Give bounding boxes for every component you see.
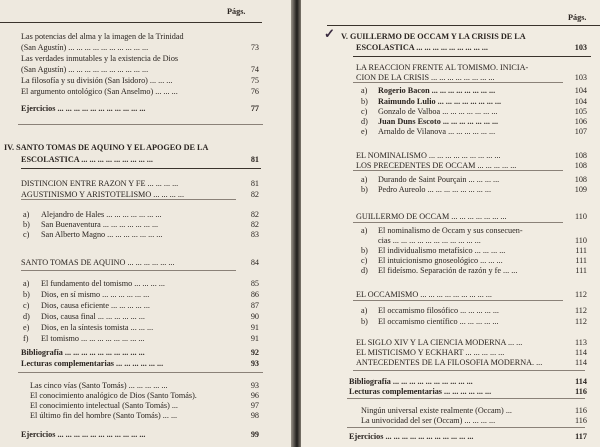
section-divider [347, 427, 585, 428]
toc-entry-readings: Lecturas complementarias ... ... ... ... ... ... 116 [349, 387, 587, 396]
toc-subentry: a) Alejandro de Hales ... ... ... ... ... ... ... 82 [23, 210, 259, 219]
toc-entry: Las verdades inmutables y la existencia de Dios [21, 54, 179, 63]
section-heading: LA REACCION FRENTE AL TOMISMO. INICIA- [356, 63, 529, 72]
toc-entry: (San Agustín) ... ... ... ... ... ... ... ... ... ... 73 [21, 43, 259, 52]
toc-entry: La univocidad del ser (Occam) ... ... ... ... 116 [361, 416, 587, 425]
toc-subentry: a) El fundamento del tomismo ... ... ... ... 85 [23, 279, 259, 288]
section-heading: EL MISTICISMO Y ECKHART ... ... ... ... ... 114 [356, 348, 587, 357]
left-page-header: Págs. [227, 7, 246, 16]
section-heading: AGUSTINISMO Y ARISTOTELISMO ... ... ... ... 82 [21, 190, 259, 199]
toc-entry-exercises: Ejercicios ... ... ... ... ... ... ... ... ... ... ... 99 [21, 430, 259, 439]
toc-subentry: a) Rogerio Bacon ... ... ... ... ... ... ... ... 104 [361, 86, 587, 95]
section-rule [21, 270, 236, 271]
left-header-rule [0, 22, 262, 23]
book-gutter [291, 0, 301, 447]
toc-entry-bibliography: Bibliografía ... ... ... ... ... ... ... ... ... ... 114 [349, 377, 587, 386]
section-heading: SANTO TOMAS DE AQUINO ... ... ... ... ... ... 84 [21, 258, 259, 267]
toc-entry: Ningún universal existe realmente (Occam) ... 116 [361, 406, 587, 415]
section-heading: EL OCCAMISMO ... ... ... ... ... ... ... ... ... 112 [356, 290, 587, 299]
toc-subentry: e) Dios, en la síntesis tomista ... ... ... 91 [23, 323, 259, 332]
toc-subentry: a) El nominalismo de Occam y sus consecuen- [361, 226, 523, 235]
section-heading: LOS PRECEDENTES DE OCCAM ... ... ... ... ... 108 [356, 161, 587, 170]
section-rule [353, 222, 563, 223]
section-heading: CION DE LA CRISIS ... ... ... ... ... ... ... ... 103 [356, 73, 587, 82]
toc-entry: El conocimiento analógico de Dios (Santo Tomás). 96 [30, 391, 259, 400]
toc-subentry: b) El occamismo científico ... ... ... ... ... 112 [361, 317, 587, 326]
right-page-header: Págs. [568, 13, 587, 22]
section-divider [347, 398, 585, 399]
toc-entry: El conocimiento intelectual (Santo Tomás) ... 97 [30, 401, 259, 410]
section-divider [18, 124, 263, 125]
toc-subentry: c) El intuicionismo gnoseológico ... ... ... 111 [361, 256, 587, 265]
section-heading: EL NOMINALISMO ... ... ... ... ... ... ... ... ... 108 [356, 151, 587, 160]
toc-subentry: d) Dios, causa final ... ... ... ... ... ... 90 [23, 312, 259, 321]
toc-entry-readings: Lecturas complementarias ... ... ... ... ... ... 93 [21, 359, 259, 368]
chapter-heading: IV. SANTO TOMAS DE AQUINO Y EL APOGEO DE LA [4, 143, 209, 152]
toc-subentry: d) El fideísmo. Separación de razón y fe ... ... 111 [361, 266, 587, 275]
section-divider [353, 370, 585, 371]
toc-subentry: cias ... ... ... ... ... ... ... ... ... ... ... 110 [378, 236, 587, 245]
toc-subentry: d) Juan Duns Escoto ... ... ... ... ... ... ... 106 [361, 117, 587, 126]
right-header-rule [327, 25, 600, 26]
toc-subentry: c) Gonzalo de Valboa ... ... ... ... ... ... ... 105 [361, 107, 587, 116]
section-heading: DISTINCION ENTRE RAZON Y FE ... ... ... ... 81 [21, 179, 259, 188]
toc-subentry: a) El occamismo filosófico ... ... ... ... ... 112 [361, 306, 587, 315]
toc-subentry: a) Durando de Saint Pourçain ... ... ... ... 108 [361, 175, 587, 184]
toc-subentry: b) Raimundo Lulio ... ... ... ... ... ... ... ... 104 [361, 97, 587, 106]
toc-entry: El último fin del hombre (Santo Tomás) ... ... 98 [30, 411, 259, 420]
section-heading: GUILLERMO DE OCCAM ... ... ... ... ... ... ... 110 [356, 212, 587, 221]
right-page [301, 0, 600, 447]
section-rule [353, 82, 563, 83]
toc-entry-exercises: Ejercicios ... ... ... ... ... ... ... ... ... ... ... 77 [21, 104, 259, 113]
toc-subentry: b) Pedro Aureolo ... ... ... ... ... ... ... ... 109 [361, 185, 587, 194]
section-divider [18, 372, 263, 373]
section-heading: EL SIGLO XIV Y LA CIENCIA MODERNA ... ... 113 [356, 338, 587, 347]
chapter-heading: ESCOLASTICA ... ... ... ... ... ... ... ... ... 103 [356, 43, 587, 52]
toc-subentry: c) San Alberto Magno ... ... ... ... ... ... ... 83 [23, 230, 259, 239]
toc-subentry: b) El individualismo metafísico ... ... ... ... 111 [361, 246, 587, 255]
toc-subentry: b) San Buenaventura ... ... ... ... ... ... ... 82 [23, 220, 259, 229]
chapter-rule [21, 168, 261, 169]
toc-entry: (San Agustín) ... ... ... ... ... ... ... ... ... ... 74 [21, 65, 259, 74]
toc-subentry: e) Arnaldo de Vilanova ... ... ... ... ... ... 107 [361, 127, 587, 136]
chapter-heading: ESCOLASTICA ... ... ... ... ... ... ... ... ... 81 [21, 155, 259, 164]
toc-entry-exercises: Ejercicios ... ... ... ... ... ... ... ... ... ... ... 117 [349, 432, 587, 441]
chapter-heading: V. GUILLERMO DE OCCAM Y LA CRISIS DE LA [341, 32, 526, 41]
section-heading: ANTECEDENTES DE LA FILOSOFIA MODERNA. ... 114 [356, 358, 587, 367]
toc-entry-bibliography: Bibliografía ... ... ... ... ... ... ... ... ... ... 92 [21, 348, 259, 357]
toc-entry: El argumento ontológico (San Anselmo) ... ... ... 76 [21, 87, 259, 96]
toc-entry: Las cinco vías (Santo Tomás) ... ... ... ... ... 93 [30, 381, 259, 390]
toc-entry: Las potencias del alma y la imagen de la Trinidad [21, 32, 184, 41]
chapter-rule [353, 56, 591, 57]
section-rule [353, 170, 563, 171]
section-rule [353, 300, 563, 301]
toc-subentry: b) Dios, en sí mismo ... ... ... ... ... ... 86 [23, 290, 259, 299]
toc-subentry: c) Dios, causa eficiente ... ... ... ... ... 87 [23, 301, 259, 310]
left-page [0, 0, 291, 447]
toc-subentry: f) El tomismo ... ... ... ... ... ... ... ... 91 [23, 334, 259, 343]
check-mark-annotation: ✓ [324, 26, 335, 41]
section-rule [21, 199, 236, 200]
toc-entry: La filosofía y su división (San Isidoro) ... ... ... 75 [21, 76, 259, 85]
